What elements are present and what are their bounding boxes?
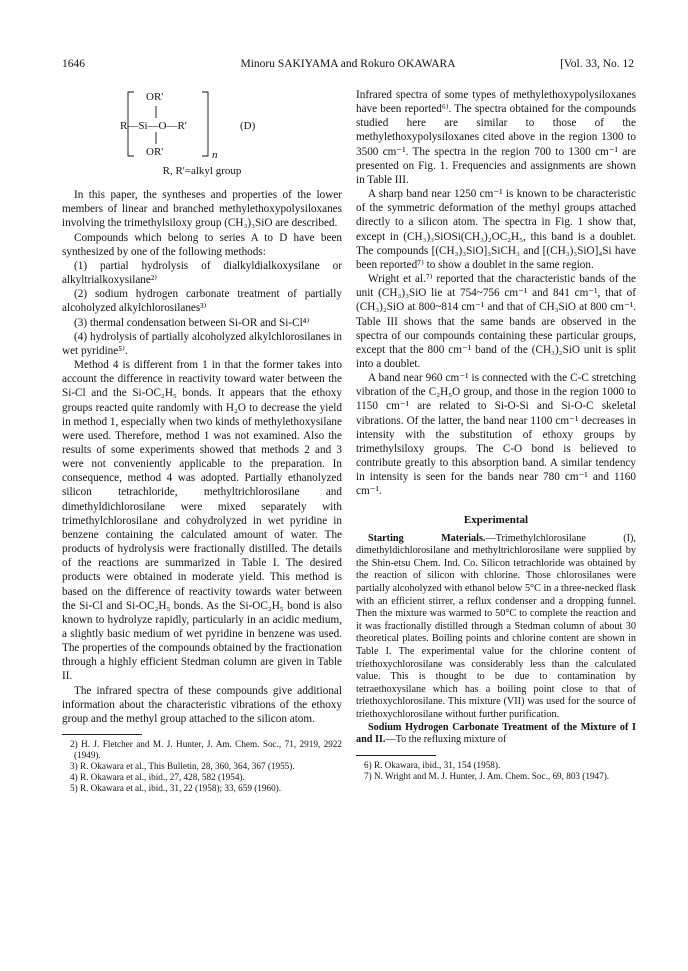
paragraph: Compounds which belong to series A to D have been synthesized by one of the following methods: <box>62 231 342 258</box>
paragraph: A band near 960 cm⁻¹ is connected with the C-C stretching vibration of the C₂H₅O group, and those in the region 1000 to 1150 cm⁻¹ are related to Si-O-Si and Si-O-C skeletal vibrations. Of the latter, the band near 1100 cm⁻¹ decreases in intensity with the substitution of ethoxy groups by trimethylsiloxy groups. The C-O bond is believed to contribute greatly to this absorption band. A similar tendency in intensity is seen for the bands near 780 cm⁻¹ and 1160 cm⁻¹. <box>356 372 636 498</box>
paragraph: In this paper, the syntheses and properties of the lower members of linear and branched methylethoxypolysiloxanes involving the trimethylsiloxy group (CH₃)₃SiO are described. <box>62 189 342 230</box>
header-volume: [Vol. 33, No. 12 <box>560 58 634 70</box>
experimental-paragraph <box>356 533 636 722</box>
formula-top-substituent: OR' <box>146 91 164 103</box>
footnote-rule <box>62 734 142 735</box>
formula-label: (D) <box>240 120 256 132</box>
paragraph: The infrared spectra of these compounds give additional information about the characteristic vibrations of the ethoxy group and the methyl group attached to the silicon atom. <box>62 684 342 725</box>
right-column <box>356 88 636 782</box>
formula-bottom-substituent: OR' <box>146 146 164 158</box>
left-column <box>62 88 342 794</box>
method-item: (4) hydrolysis of partially alcoholyzed alkylchlorosilanes in wet pyridine⁵⁾. <box>62 330 342 357</box>
paragraph: A sharp band near 1250 cm⁻¹ is known to be characteristic of the symmetric deformation of the methyl groups attached directly to a silicon atom. The spectra in Fig. 1 show that, except in (CH₃)₃SiOSi(CH₃)₂OC₂H₅, this band is a doublet. The compounds [(CH₃)₃SiO]₃SiCH₃ and [(CH₃)₃SiO]₄Si have been reported⁷⁾ to show a doublet in the same region. <box>356 188 636 271</box>
formula-chain: R—Si—O—R' <box>120 120 187 132</box>
structural-formula <box>62 88 342 162</box>
method-item: (2) sodium hydrogen carbonate treatment of partially alcoholyzed alkylchlorosilanes³⁾ <box>62 288 342 315</box>
method-item: (1) partial hydrolysis of dialkyldialkoxysilane or alkyltrialkoxysilane²⁾ <box>62 259 342 287</box>
footnotes-left <box>62 739 342 794</box>
footnote: 7) N. Wright and M. J. Hunter, J. Am. Chem. Soc., 69, 803 (1947). <box>364 770 610 781</box>
section-title-experimental: Experimental <box>463 513 529 526</box>
footnote-rule <box>356 755 436 756</box>
subsection-text: —Trimethylchlorosilane (I), dimethyldichlorosilane and methyltrichlorosilane were supplied by the Shin-etsu Chem. Ind. Co. Silicon tetrachloride was obtained by the reaction of silicon with chlorine. Those chlorosilanes were partially alcoholyzed with ethanol below 5°C in a three-necked flask with an efficient stirrer, a reflux condenser and a dropping funnel. Then the mixture was warmed to 50°C to complete the reaction and it was fractionally distilled through a Stedman column of about 30 theoretical plates. Boiling points and chlorine content are shown in Table I. The experimental value for the chlorine content of triethoxychlorosilane was considerably less than the calculated value. This is thought to be due to contamination by tetraethoxysilane which has a boiling point close to that of triethoxychlorosilane. This mixture (VII) was used for the source of triethoxychlorosilane without further purification. <box>356 532 636 720</box>
paragraph: Wright et al.⁷⁾ reported that the characteristic bands of the unit (CH₃)₃SiO lie at 754~756 cm⁻¹ and 841 cm⁻¹, that of (CH₃)₂SiO at 800~814 cm⁻¹ and that of CH₃SiO at 800 cm⁻¹. Table III shows that the same bands are observed in the spectra of our compounds containing these particular groups, except that the 800 cm⁻¹ band of the (CH₃)₂SiO unit is split into a doublet. <box>356 273 636 370</box>
footnote: 6) R. Okawara, ibid., 31, 154 (1958). <box>364 759 501 770</box>
paragraph: Infrared spectra of some types of methylethoxypolysiloxanes have been reported⁶⁾. The spectra obtained for the compounds studied here are similar to those of the methylethoxypolysiloxanes cited above in the region 1300 to 3500 cm⁻¹. The spectra in the region 700 to 1300 cm⁻¹ are presented on Fig. 1. Frequencies and assignments are shown in Table III. <box>356 89 636 186</box>
formula-brackets <box>62 88 342 162</box>
footnote: 4) R. Okawara et al., ibid., 27, 428, 582 (1954). <box>70 772 245 783</box>
formula-caption: R, R'=alkyl group <box>162 165 242 177</box>
subsection-heading: Starting Materials. <box>368 532 486 544</box>
footnote: 5) R. Okawara et al., ibid., 31, 22 (1958); 33, 659 (1960). <box>70 783 282 794</box>
footnote: 2) H. J. Fletcher and M. J. Hunter, J. Am. Chem. Soc., 71, 2919, 2922 (1949). <box>70 739 342 761</box>
page-number: 1646 <box>62 58 85 70</box>
header-authors: Minoru SAKIYAMA and Rokuro OKAWARA <box>240 58 456 70</box>
footnotes-right <box>356 760 636 782</box>
formula-index: n <box>212 149 218 161</box>
running-header <box>62 58 634 76</box>
method-item: (3) thermal condensation between Si-OR and Si-Cl⁴⁾ <box>74 316 310 329</box>
subsection-text: —To the refluxing mixture of <box>385 734 507 746</box>
paragraph: Method 4 is different from 1 in that the former takes into account the difference in reactivity toward water between the Si-Cl and the Si-OC₂H₅ bonds. It appears that the ethoxy groups reacted quite randomly with H₂O to decrease the yield in method 1, especially when two kinds of methylethoxysilane were used. Therefore, method 1 was not examined. Also the results of some experiments showed that methods 2 and 3 were not conveniently applicable to the preparation. In consequence, method 4 was adopted. Partially ethanolyzed silicon tetrachloride, methyltrichlorosilane and dimethyldichlorosilane were mixed separately with trimethylchlorosilane and cohydrolyzed in wet pyridine in benzene containing the calculated amount of water. The products of hydrolysis were fractionally distilled. The details of the reactions are summarized in Table I. The desired products were obtained in moderate yield. This method is based on the difference of reactivity towards water between the Si-Cl and Si-OC₂H₅ bonds. As the Si-OC₂H₅ bond is also known to hydrolyze rapidly, particularly in an acidic medium, a slightly basic medium of wet pyridine in benzene was used. The properties of the compounds obtained by the fractionation through a highly efficient Stedman column are given in Table II. <box>62 359 342 683</box>
experimental-text <box>356 533 636 747</box>
experimental-paragraph <box>356 722 636 747</box>
subsection-heading: Sodium Hydrogen Carbonate Treatment of the Mixture of I and II. <box>356 721 636 746</box>
footnote: 3) R. Okawara et al., This Bulletin, 28, 360, 364, 367 (1955). <box>70 761 295 772</box>
